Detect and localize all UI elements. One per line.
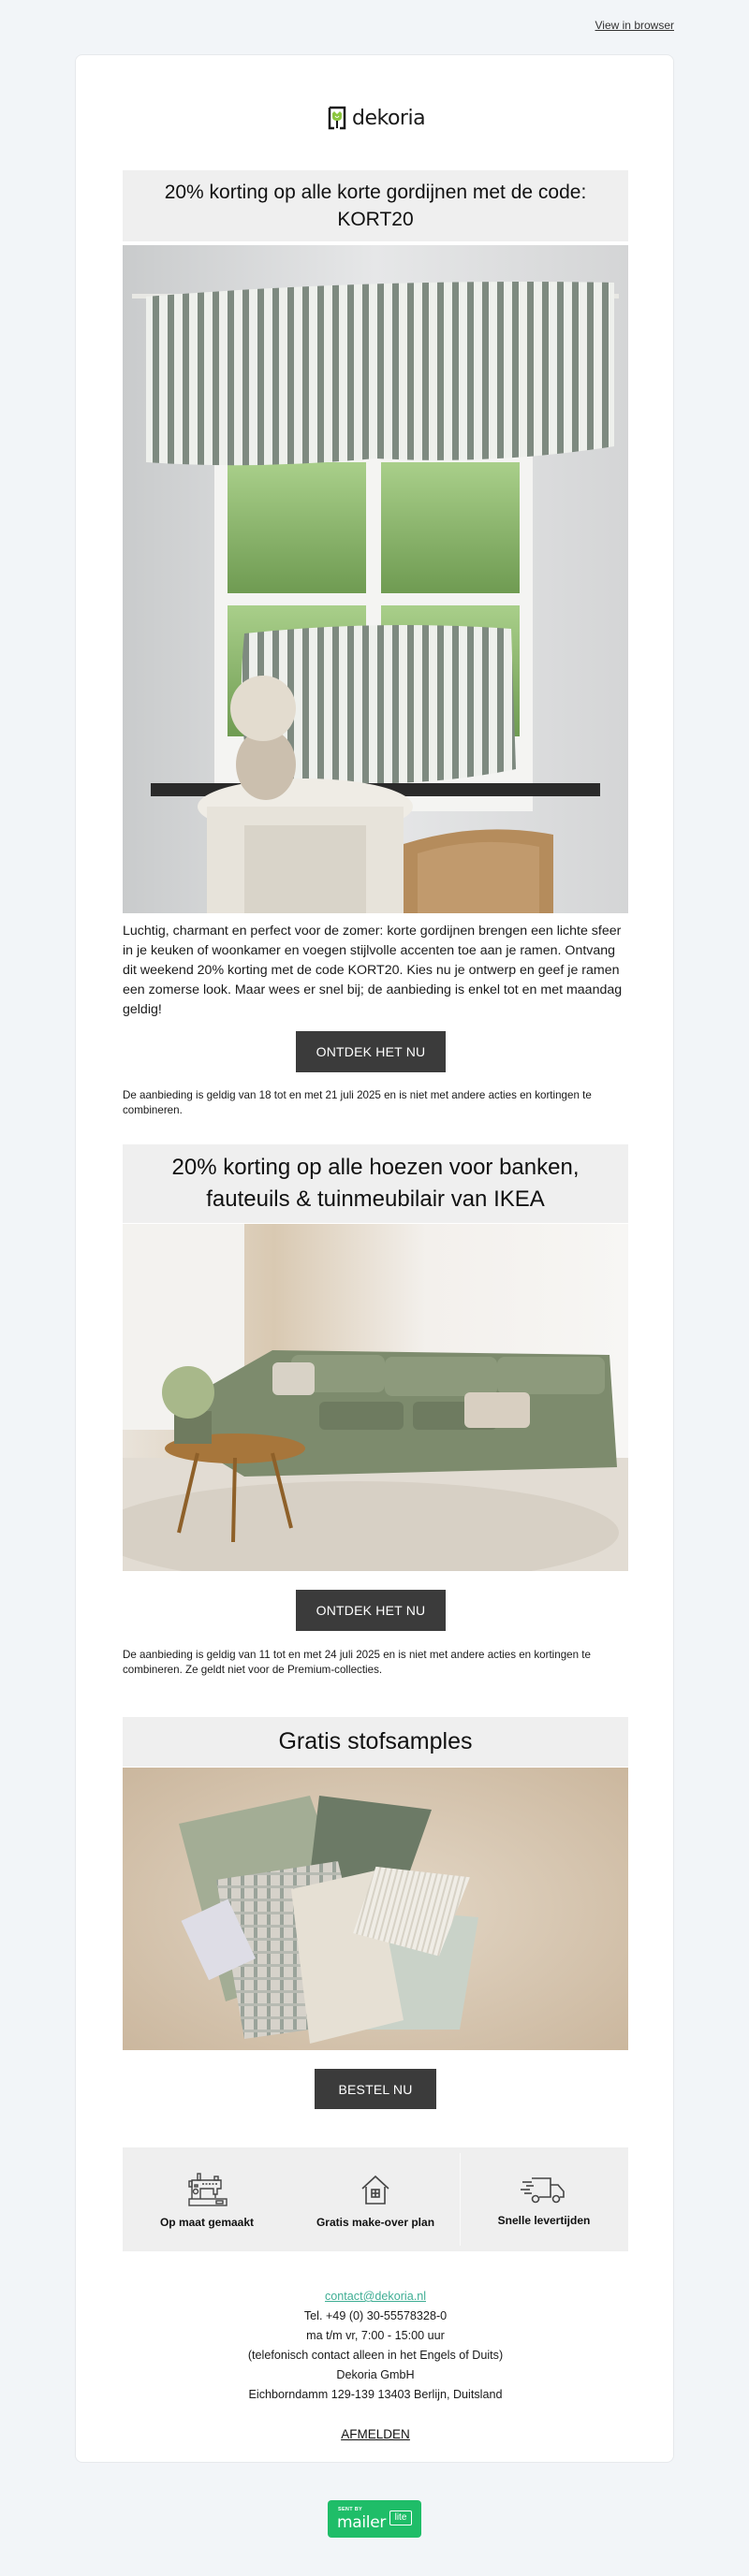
heading-text: 20% korting op alle korte gordijnen met de code: KORT20 <box>164 182 587 230</box>
mailer-wordmark: mailer <box>337 2513 387 2532</box>
feature-fast-delivery <box>460 2147 628 2251</box>
offer-terms-text: De aanbieding is geldig van 11 tot en met 24 juli 2025 en is niet met andere acties en kortingen te combineren. Ze geldt niet voor de Premium-collecties. <box>123 1649 591 1676</box>
house-icon <box>357 2171 394 2208</box>
short-curtains-kitchen-window-photo[interactable] <box>123 245 628 913</box>
heading-text: Gratis stofsamples <box>278 1728 473 1754</box>
brand-name: dekoria <box>352 106 426 130</box>
tulip-frame-icon <box>327 105 347 131</box>
section-heading-fabric-samples <box>123 1717 628 1767</box>
section-body-text: Luchtig, charmant en perfect voor de zomer: korte gordijnen brengen een lichte sfeer in je keuken of woonkamer en voegen stijlvolle accenten toe aan je ramen. Ontvang dit weekend 20% korting met de code KORT20. Kies nu je ontwerp en geef je ramen een zomerse look. Maar wees er snel bij; de aanbieding is enkel tot en met maandag geldig! <box>123 924 623 1017</box>
company-name: Dekoria GmbH <box>336 2368 415 2381</box>
fabric-samples-on-rug-photo[interactable] <box>123 1768 628 2050</box>
heading-text: 20% korting op alle hoezen voor banken, fauteuils & tuinmeubilair van IKEA <box>171 1155 580 1212</box>
unsubscribe-label: AFMELDEN <box>341 2427 410 2441</box>
contact-info <box>76 2287 675 2405</box>
feature-label: Op maat gemaakt <box>159 2215 255 2229</box>
feature-label: Gratis make-over plan <box>316 2215 435 2229</box>
sewing-machine-icon <box>185 2171 228 2208</box>
offer-terms-text: De aanbieding is geldig van 18 tot en met 21 juli 2025 en is niet met andere acties en kortingen te combineren. <box>123 1089 592 1116</box>
discover-now-button[interactable]: ONTDEK HET NU <box>296 1031 446 1072</box>
brand-logo[interactable] <box>327 104 425 132</box>
lite-wordmark: lite <box>389 2511 412 2525</box>
view-in-browser-link[interactable]: View in browser <box>595 19 674 32</box>
usp-features-bar <box>123 2147 628 2251</box>
section-heading-ikea-covers <box>123 1144 628 1223</box>
email-card <box>75 54 674 2463</box>
company-address: Eichborndamm 129-139 13403 Berlijn, Duitsland <box>248 2388 503 2401</box>
contact-hours: ma t/m vr, 7:00 - 15:00 uur <box>306 2329 445 2342</box>
unsubscribe-link[interactable] <box>76 2427 675 2441</box>
feature-free-makeover-plan <box>291 2147 460 2251</box>
contact-phone: Tel. +49 (0) 30-55578328-0 <box>303 2309 448 2322</box>
contact-language-note: (telefonisch contact alleen in het Engels of Duits) <box>247 2349 504 2362</box>
order-now-button[interactable]: BESTEL NU <box>315 2069 436 2109</box>
green-sofa-living-room-photo[interactable] <box>123 1224 628 1571</box>
sent-by-label: SENT BY <box>338 2507 362 2512</box>
feature-label: Snelle levertijden <box>497 2213 591 2227</box>
mailerlite-badge[interactable] <box>328 2500 421 2538</box>
contact-email-link[interactable]: contact@dekoria.nl <box>325 2290 426 2303</box>
delivery-truck-icon <box>519 2173 569 2206</box>
discover-now-button[interactable]: ONTDEK HET NU <box>296 1590 446 1631</box>
feature-made-to-measure <box>123 2147 291 2251</box>
section-heading-curtains <box>123 170 628 241</box>
